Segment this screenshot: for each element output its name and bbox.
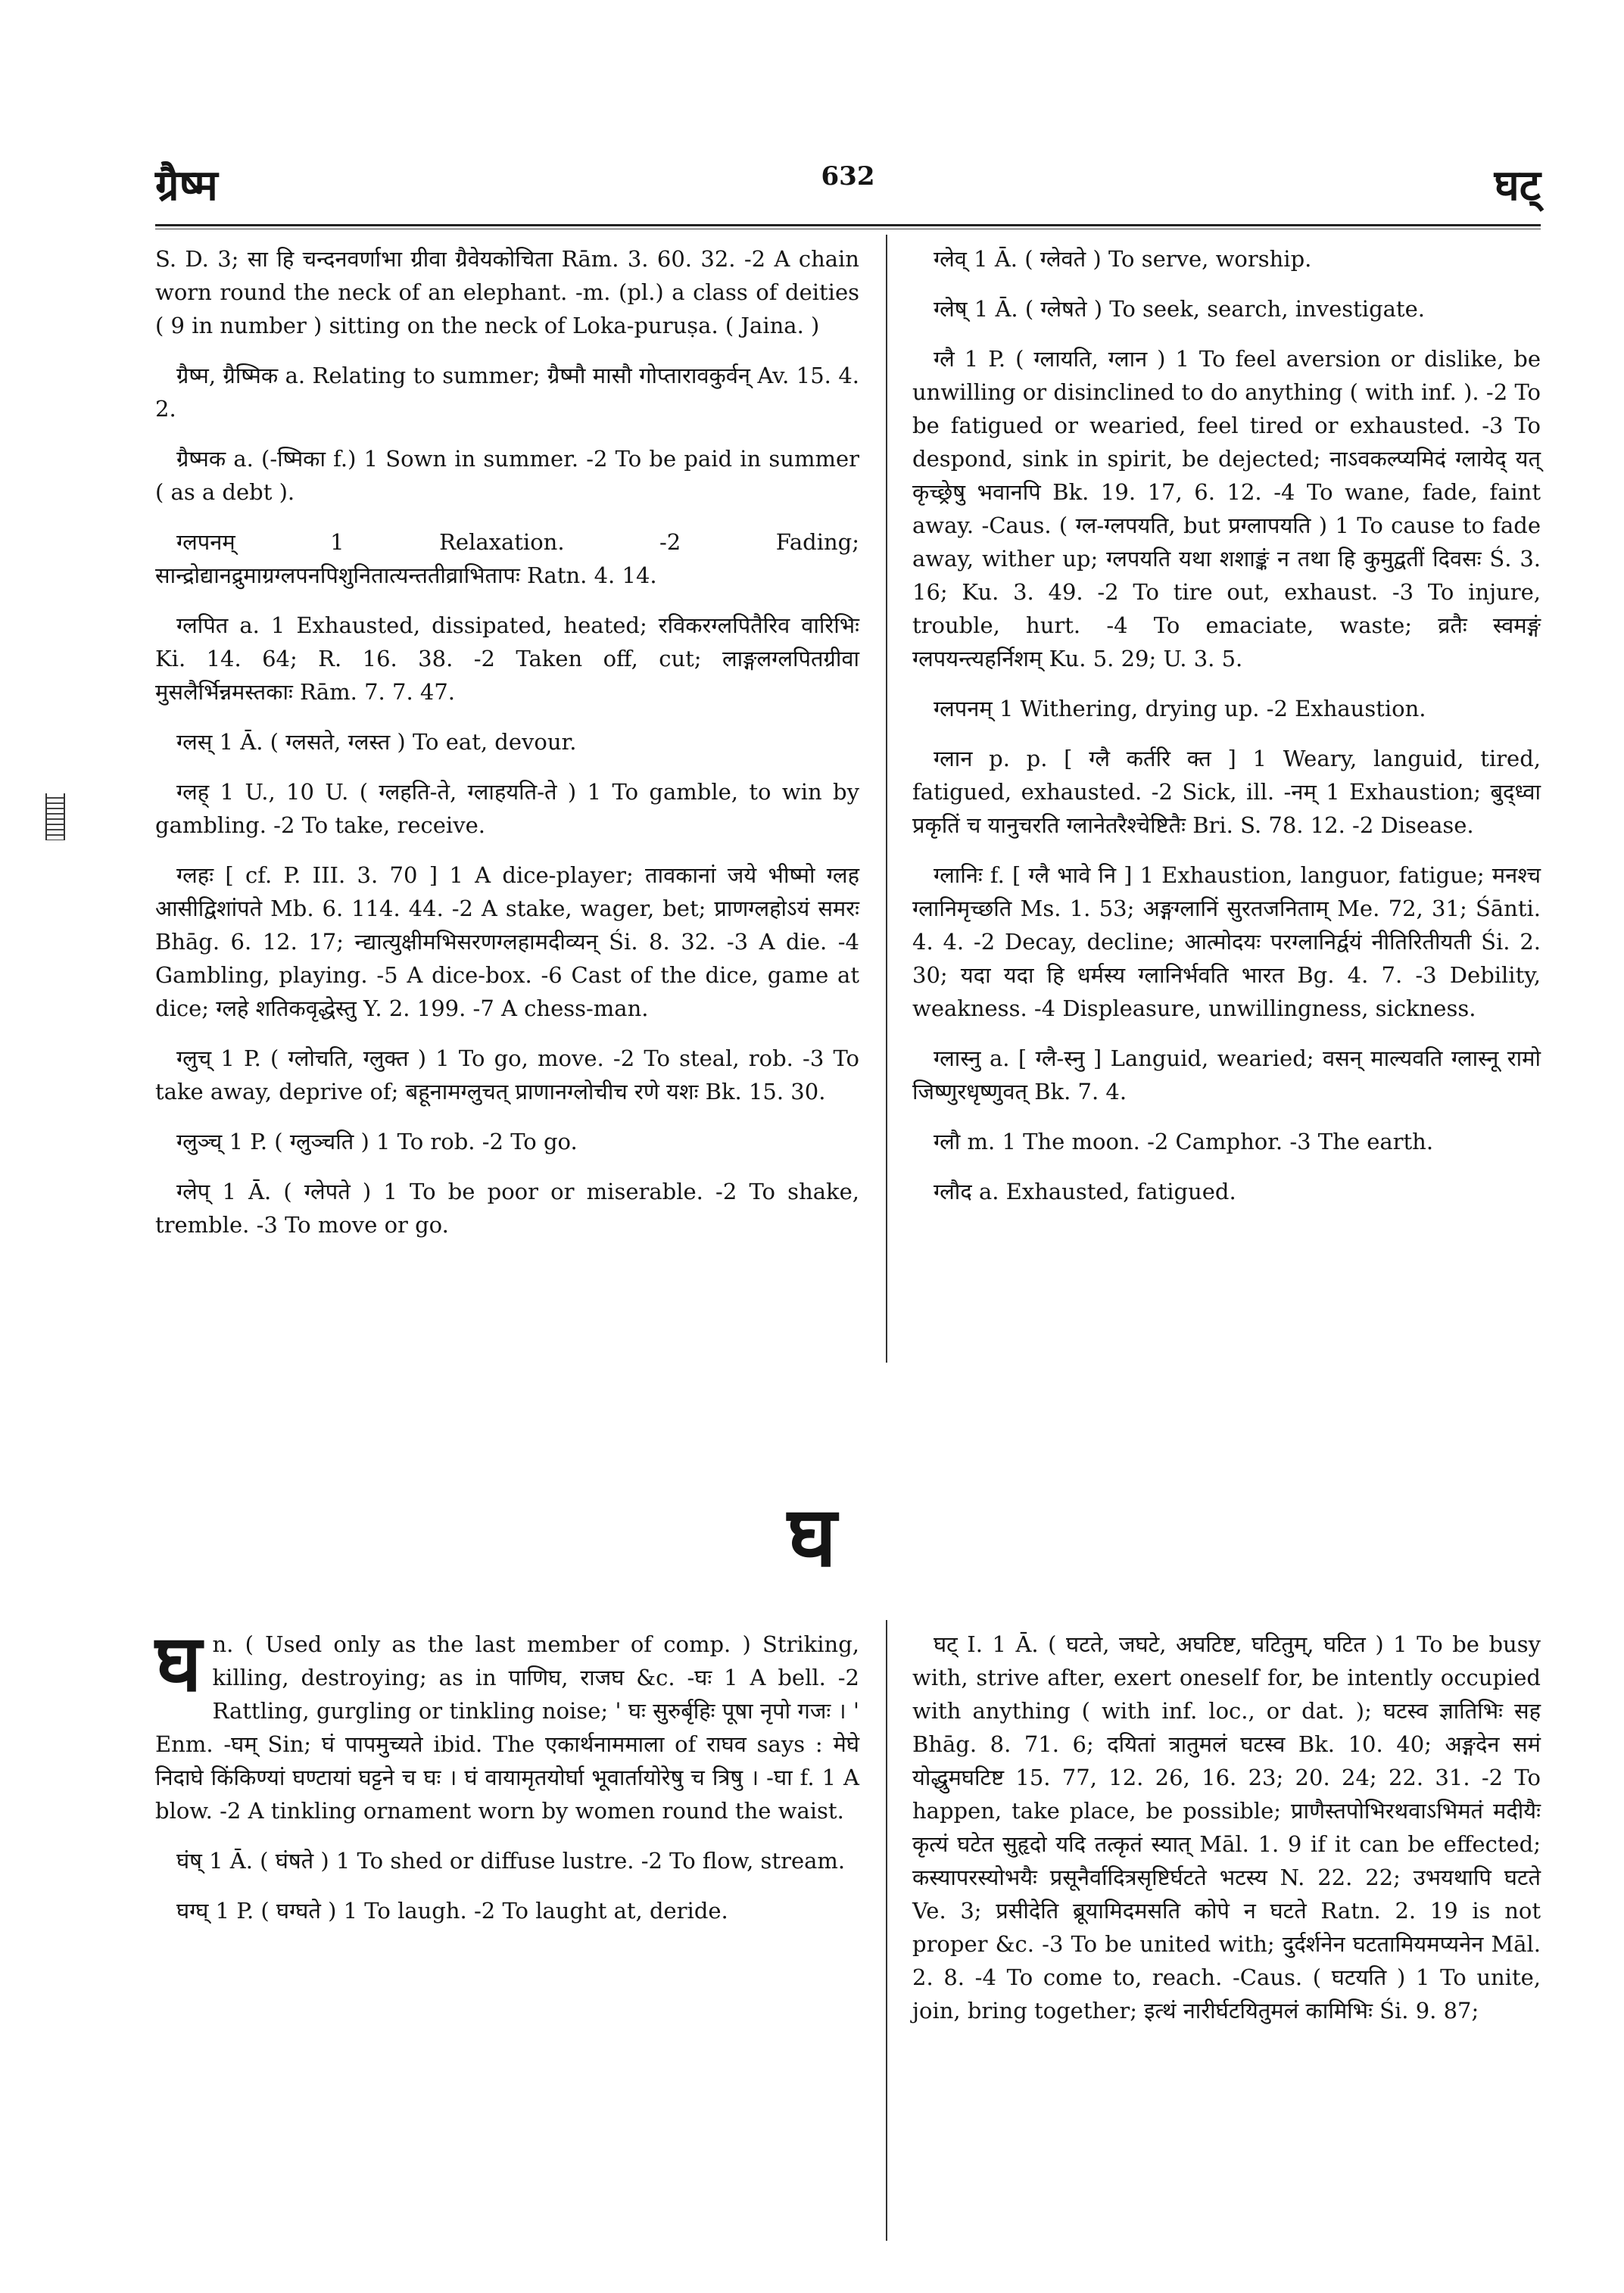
dictionary-entry: ग्लेप् 1 Ā. ( ग्लेपते ) 1 To be poor or miserable. -2 To shake, tremble. -3 To move or go. xyxy=(155,1179,859,1238)
dictionary-entry: ग्लपित a. 1 Exhausted, dissipated, heated; रविकरग्लपितैरिव वारिभिः Ki. 14. 64; R. 16. 38. -2 Taken off, cut; लाङ्गलग्लपितग्रीवा मुसलैर्भिन्नमस्तकाः Rām. 7. 7. 47. xyxy=(155,612,859,705)
dictionary-entry: ग्लेष् 1 Ā. ( ग्लेषते ) To seek, search, investigate. xyxy=(934,296,1425,322)
dictionary-entry: ग्लहः [ cf. P. III. 3. 70 ] 1 A dice-player; तावकानां जये भीष्मो ग्लह आसीद्विशांपते Mb. 6. 114. 44. -2 A stake, wager, bet; प्राणग्लहोऽयं समरः Bhāg. 6. 12. 17; न्द्यात्युक्षीमभिसरणग्लहामदीव्यन् Śi. 8. 32. -3 A die. -4 Gambling, playing. -5 A dice-box. -6 Cast of the dice, game at dice; ग्लहे शतिकवृद्धेस्तु Y. 2. 199. -7 A chess-man. xyxy=(155,862,859,1021)
right-running-headword: घट् xyxy=(1494,160,1541,210)
header-rule xyxy=(155,224,1541,226)
dictionary-entry: ग्लपनम् 1 Withering, drying up. -2 Exhaustion. xyxy=(934,696,1426,721)
dictionary-entry: ग्लै 1 P. ( ग्लायति, ग्लान ) 1 To feel aversion or dislike, be unwilling or disinclined to do anything ( with inf. ). -2 To be fatigued or wearied, feel tired or exhausted. -3 To despond, sink in spirit, be dejected; नाऽवकल्प्यमिदं ग्लायेद् यत् कृच्छ्रेषु भवानपि Bk. 19. 17, 6. 12. -4 To wane, fade, faint away. -Caus. ( ग्ल-ग्लपयति, but प्रग्लापयति ) 1 To cause to fade away, wither up; ग्लपयति यथा शशाङ्कं न तथा हि कुमुद्वतीं दिवसः Ś. 3. 16; Ku. 3. 49. -2 To tire out, exhaust. -3 To injure, trouble, hurt. -4 To emaciate, waste; व्रतैः स्वमङ्गं ग्लपयन्त्यहर्निशम् Ku. 5. 29; U. 3. 5. xyxy=(912,346,1541,671)
dictionary-entry: ग्लुञ्च् 1 P. ( ग्लुञ्चति ) 1 To rob. -2 To go. xyxy=(176,1129,578,1154)
dictionary-entry xyxy=(155,1616,859,1827)
column-divider-lower xyxy=(886,1620,887,2241)
lower-left-column xyxy=(155,1616,859,1944)
dictionary-entry: घग्घ् 1 P. ( घग्घते ) 1 To laugh. -2 To laught at, deride. xyxy=(176,1898,728,1924)
dictionary-entry: ग्लौ m. 1 The moon. -2 Camphor. -3 The earth. xyxy=(934,1129,1434,1154)
upper-right-column xyxy=(912,242,1541,1225)
dictionary-entry: घंष् 1 Ā. ( घंषते ) 1 To shed or diffuse lustre. -2 To flow, stream. xyxy=(176,1848,846,1874)
dictionary-entry: ग्लानिः f. [ ग्लै भावे नि ] 1 Exhaustion, languor, fatigue; मनश्च ग्लानिमृच्छति Ms. 1. 53; अङ्गग्लानिं सुरतजनिताम् Me. 72, 31; Śānti. 4. 4. -2 Decay, decline; आत्मोदयः परग्लानिर्द्वयं नीतिरितीयती Śi. 2. 30; यदा यदा हि धर्मस्य ग्लानिर्भवति भारत Bg. 4. 7. -3 Debility, weakness. -4 Displeasure, unwillingness, sickness. xyxy=(912,862,1541,1021)
dictionary-entry: ग्लस् 1 Ā. ( ग्लसते, ग्लस्त ) To eat, devour. xyxy=(176,729,577,755)
upper-left-column xyxy=(155,242,859,1258)
dictionary-entry: ग्लान p. p. [ ग्लै कर्तरि क्त ] 1 Weary, languid, tired, fatigued, exhausted. -2 Sick, ill. -नम् 1 Exhaustion; बुद्ध्वा प्रकृतिं च यानुचरति ग्लानेतरैश्चेष्टितैः Bri. S. 78. 12. -2 Disease. xyxy=(912,746,1541,838)
lower-right-column xyxy=(912,1628,1541,2044)
page-header xyxy=(155,155,1541,216)
dictionary-entry: ग्लह् 1 U., 10 U. ( ग्लहति-ते, ग्लाहयति-ते ) 1 To gamble, to win by gambling. -2 To take, receive. xyxy=(155,779,859,838)
entry-text: n. ( Used only as the last member of comp. ) Striking, killing, destroying; as in पाणिघ, राजघ &c. -घः 1 A bell. -2 Rattling, gurgling or tinkling noise; ' घः सुरुर्बृहिः पूषा नृपो गजः । ' Enm. -घम् Sin; घं पापमुच्यते ibid. The एकार्थनाममाला of राघव says : मेघे निदाघे किंकिण्यां घण्टायां घट्टने च घः । घं वायामृतयोर्घा भूवार्तायोरेषु च त्रिषु । -घा f. 1 A blow. -2 A tinkling ornament worn by women round the waist. xyxy=(155,1631,859,1824)
dictionary-entry: ग्लास्नु a. [ ग्लै-स्नु ] Languid, wearied; वसन् माल्यवति ग्लास्नू रामो जिष्णुरधृष्णुवत् Bk. 7. 4. xyxy=(912,1045,1541,1104)
dictionary-entry: ग्लेव् 1 Ā. ( ग्लेवते ) To serve, worship. xyxy=(934,246,1312,272)
left-running-headword: ग्रैष्म xyxy=(155,160,218,210)
margin-mark xyxy=(45,793,65,840)
dictionary-entry: S. D. 3; सा हि चन्दनवर्णाभा ग्रीवा ग्रैवेयकोचिता Rām. 3. 60. 32. -2 A chain worn round the neck of an elephant. -m. (pl.) a class of deities ( 9 in number ) sitting on the neck of Loka-puruṣa. ( Jaina. ) xyxy=(155,246,859,338)
dictionary-entry: ग्लुच् 1 P. ( ग्लोचति, ग्लुक्त ) 1 To go, move. -2 To steal, rob. -3 To take away, deprive of; बहूनामग्लुचत् प्राणानग्लोचीच रणे यशः Bk. 15. 30. xyxy=(155,1045,859,1104)
drop-cap-letter: घ xyxy=(155,1616,202,1709)
page-number: 632 xyxy=(821,161,875,192)
section-letter: घ xyxy=(787,1488,837,1585)
column-divider-upper xyxy=(886,235,887,1363)
dictionary-entry: ग्रैष्मक a. (-ष्मिका f.) 1 Sown in summer. -2 To be paid in summer ( as a debt ). xyxy=(155,446,859,505)
dictionary-entry: घट् I. 1 Ā. ( घटते, जघटे, अघटिष्ट, घटितुम्, घटित ) 1 To be busy with, strive after, exert oneself for, be intently occupied with anything ( with inf. loc., or dat. ); घटस्व ज्ञातिभिः सह Bhāg. 8. 71. 6; दयितां त्रातुमलं घटस्व Bk. 10. 40; अङ्गदेन समं योद्धुमघटिष्ट 15. 77, 12. 26, 16. 23; 20. 24; 22. 31. -2 To happen, take place, be possible; प्राणैस्तपोभिरथवाऽभिमतं मदीयैः कृत्यं घटेत सुहृदो यदि तत्कृतं स्यात् Māl. 1. 9 if it can be effected; कस्यापरस्योभयैः प्रसूनैर्वादित्रसृष्टिर्घटते भटस्य N. 22. 22; उभयथापि घटते Ve. 3; प्रसीदेति ब्रूयामिदमसति कोपे न घटते Ratn. 2. 19 is not proper &c. -3 To be united with; दुर्दर्शनेन घटतामियमप्यनेन Māl. 2. 8. -4 To come to, reach. -Caus. ( घटयति ) 1 To unite, join, bring together; इत्थं नारीर्घटयितुमलं कामिभिः Śi. 9. 87; xyxy=(912,1631,1541,2024)
dictionary-entry: ग्लौद a. Exhausted, fatigued. xyxy=(934,1179,1236,1204)
dictionary-entry: ग्रैष्म, ग्रैष्मिक a. Relating to summer; ग्रैष्मौ मासौ गोप्तारावकुर्वन् Av. 15. 4. 2. xyxy=(155,363,859,422)
dictionary-entry: ग्लपनम् 1 Relaxation. -2 Fading; सान्द्रोद्यानद्रुमाग्रग्लपनपिशुनितात्यन्ततीव्राभितापः Ratn. 4. 14. xyxy=(155,529,859,588)
